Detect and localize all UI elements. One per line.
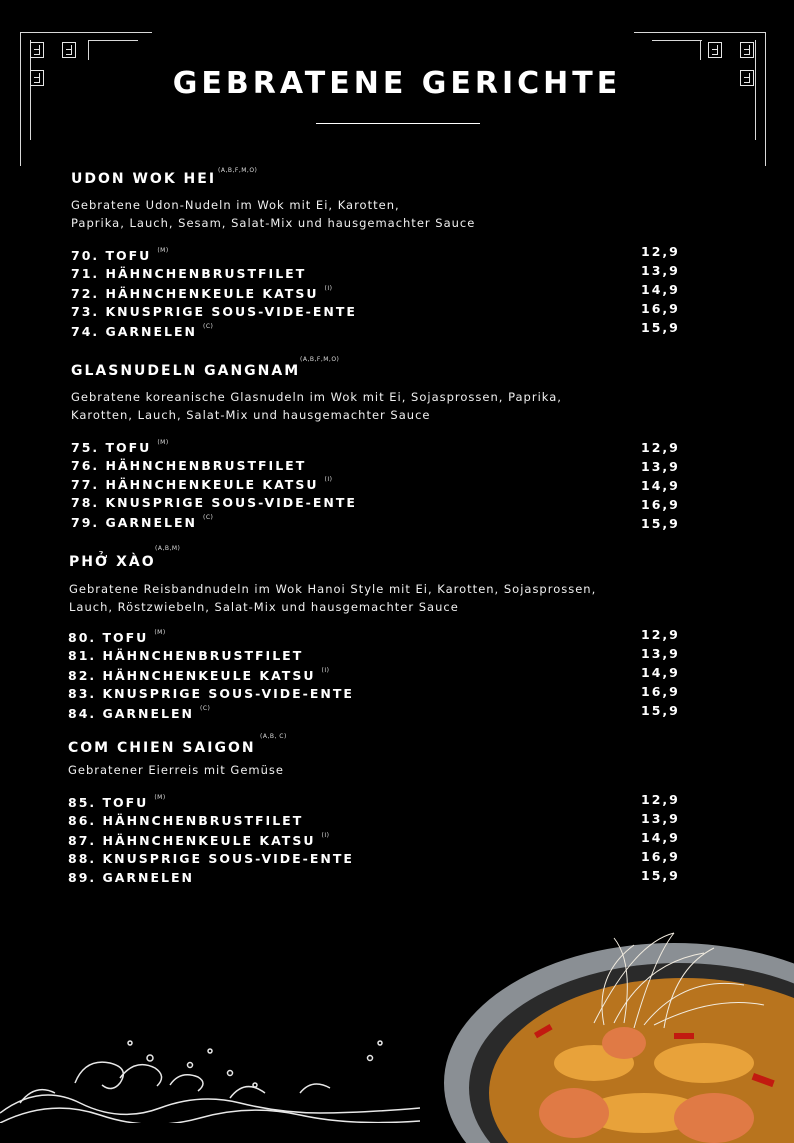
menu-item-price: 13,9	[641, 646, 680, 661]
menu-item-price: 14,9	[641, 665, 680, 680]
section-title: GLASNUDELN GANGNAM	[71, 363, 301, 379]
menu-item-price: 16,9	[641, 301, 680, 316]
menu-item-price: 13,9	[641, 459, 680, 474]
item-allergen: (M)	[154, 629, 166, 636]
section-description-line: Lauch, Röstzwiebeln, Salat-Mix und hausgemachter Sauce	[69, 600, 459, 614]
menu-item-name: 73. KNUSPRIGE SOUS-VIDE-ENTE	[71, 304, 357, 319]
menu-item-name: 80. TOFU $^{(M)}$	[68, 629, 166, 645]
menu-item-price: 14,9	[641, 282, 680, 297]
menu-item-price: 14,9	[641, 478, 680, 493]
menu-item-price: 16,9	[641, 849, 680, 864]
section-allergens: (A,B,F,M,O)	[218, 167, 258, 174]
section-allergens: (A,B,F,M,O)	[300, 356, 340, 363]
menu-item-name: 86. HÄHNCHENBRUSTFILET	[68, 813, 304, 828]
section-title: COM CHIEN SAIGON	[68, 740, 256, 756]
section-description-line: Gebratene koreanische Glasnudeln im Wok mit Ei, Sojasprossen, Paprika,	[71, 390, 562, 404]
menu-item-price: 15,9	[641, 516, 680, 531]
menu-item-name: 81. HÄHNCHENBRUSTFILET	[68, 648, 304, 663]
menu-item-price: 15,9	[641, 868, 680, 883]
item-allergen: (I)	[321, 832, 330, 839]
menu-item-name: 72. HÄHNCHENKEULE KATSU $^{(I)}$	[71, 285, 333, 301]
section-title: UDON WOK HEI	[71, 171, 217, 187]
menu-item-price: 12,9	[641, 244, 680, 259]
menu-item-price: 15,9	[641, 703, 680, 718]
page-title: GEBRATENE GERICHTE	[172, 66, 622, 101]
menu-item-name: 84. GARNELEN $^{(C)}$	[68, 705, 211, 721]
menu-item-price: 15,9	[641, 320, 680, 335]
menu-item-name: 89. GARNELEN	[68, 870, 195, 885]
section-allergens: (A,B, C)	[260, 733, 287, 740]
menu-item-name: 85. TOFU $^{(M)}$	[68, 794, 166, 810]
menu-item-name: 78. KNUSPRIGE SOUS-VIDE-ENTE	[71, 495, 357, 510]
menu-item-name: 75. TOFU $^{(M)}$	[71, 439, 169, 455]
section-description-line: Gebratene Udon-Nudeln im Wok mit Ei, Karotten,	[71, 198, 400, 212]
menu-item-price: 16,9	[641, 497, 680, 512]
item-allergen: (M)	[157, 439, 169, 446]
menu-item-price: 13,9	[641, 811, 680, 826]
menu-item-name: 70. TOFU $^{(M)}$	[71, 247, 169, 263]
section-description-line: Gebratener Eierreis mit Gemüse	[68, 763, 284, 777]
menu-item-price: 12,9	[641, 792, 680, 807]
menu-item-name: 82. HÄHNCHENKEULE KATSU $^{(I)}$	[68, 667, 330, 683]
item-allergen: (M)	[157, 247, 169, 254]
dish-photo	[414, 913, 794, 1143]
menu-item-name: 76. HÄHNCHENBRUSTFILET	[71, 458, 307, 473]
menu-item-price: 13,9	[641, 263, 680, 278]
section-description-line: Karotten, Lauch, Salat-Mix und hausgemachter Sauce	[71, 408, 431, 422]
menu-item-price: 16,9	[641, 684, 680, 699]
item-allergen: (C)	[203, 323, 214, 330]
menu-item-name: 77. HÄHNCHENKEULE KATSU $^{(I)}$	[71, 476, 333, 492]
menu-item-price: 12,9	[641, 627, 680, 642]
item-allergen: (I)	[321, 667, 330, 674]
section-description-line: Gebratene Reisbandnudeln im Wok Hanoi Style mit Ei, Karotten, Sojasprossen,	[69, 582, 597, 596]
menu-item-name: 83. KNUSPRIGE SOUS-VIDE-ENTE	[68, 686, 354, 701]
menu-item-price: 14,9	[641, 830, 680, 845]
wave-ornament	[0, 1023, 420, 1123]
menu-item-price: 12,9	[641, 440, 680, 455]
menu-item-name: 79. GARNELEN $^{(C)}$	[71, 514, 214, 530]
item-allergen: (C)	[200, 705, 211, 712]
item-allergen: (C)	[203, 514, 214, 521]
item-allergen: (I)	[324, 285, 333, 292]
menu-item-name: 71. HÄHNCHENBRUSTFILET	[71, 266, 307, 281]
menu-item-name: 87. HÄHNCHENKEULE KATSU $^{(I)}$	[68, 832, 330, 848]
section-allergens: (A,B,M)	[155, 545, 181, 552]
section-description-line: Paprika, Lauch, Sesam, Salat-Mix und hausgemachter Sauce	[71, 216, 476, 230]
section-title: PHỞ XÀO	[69, 554, 156, 570]
item-allergen: (I)	[324, 476, 333, 483]
menu-item-name: 88. KNUSPRIGE SOUS-VIDE-ENTE	[68, 851, 354, 866]
title-divider	[316, 123, 480, 124]
menu-item-name: 74. GARNELEN $^{(C)}$	[71, 323, 214, 339]
item-allergen: (M)	[154, 794, 166, 801]
